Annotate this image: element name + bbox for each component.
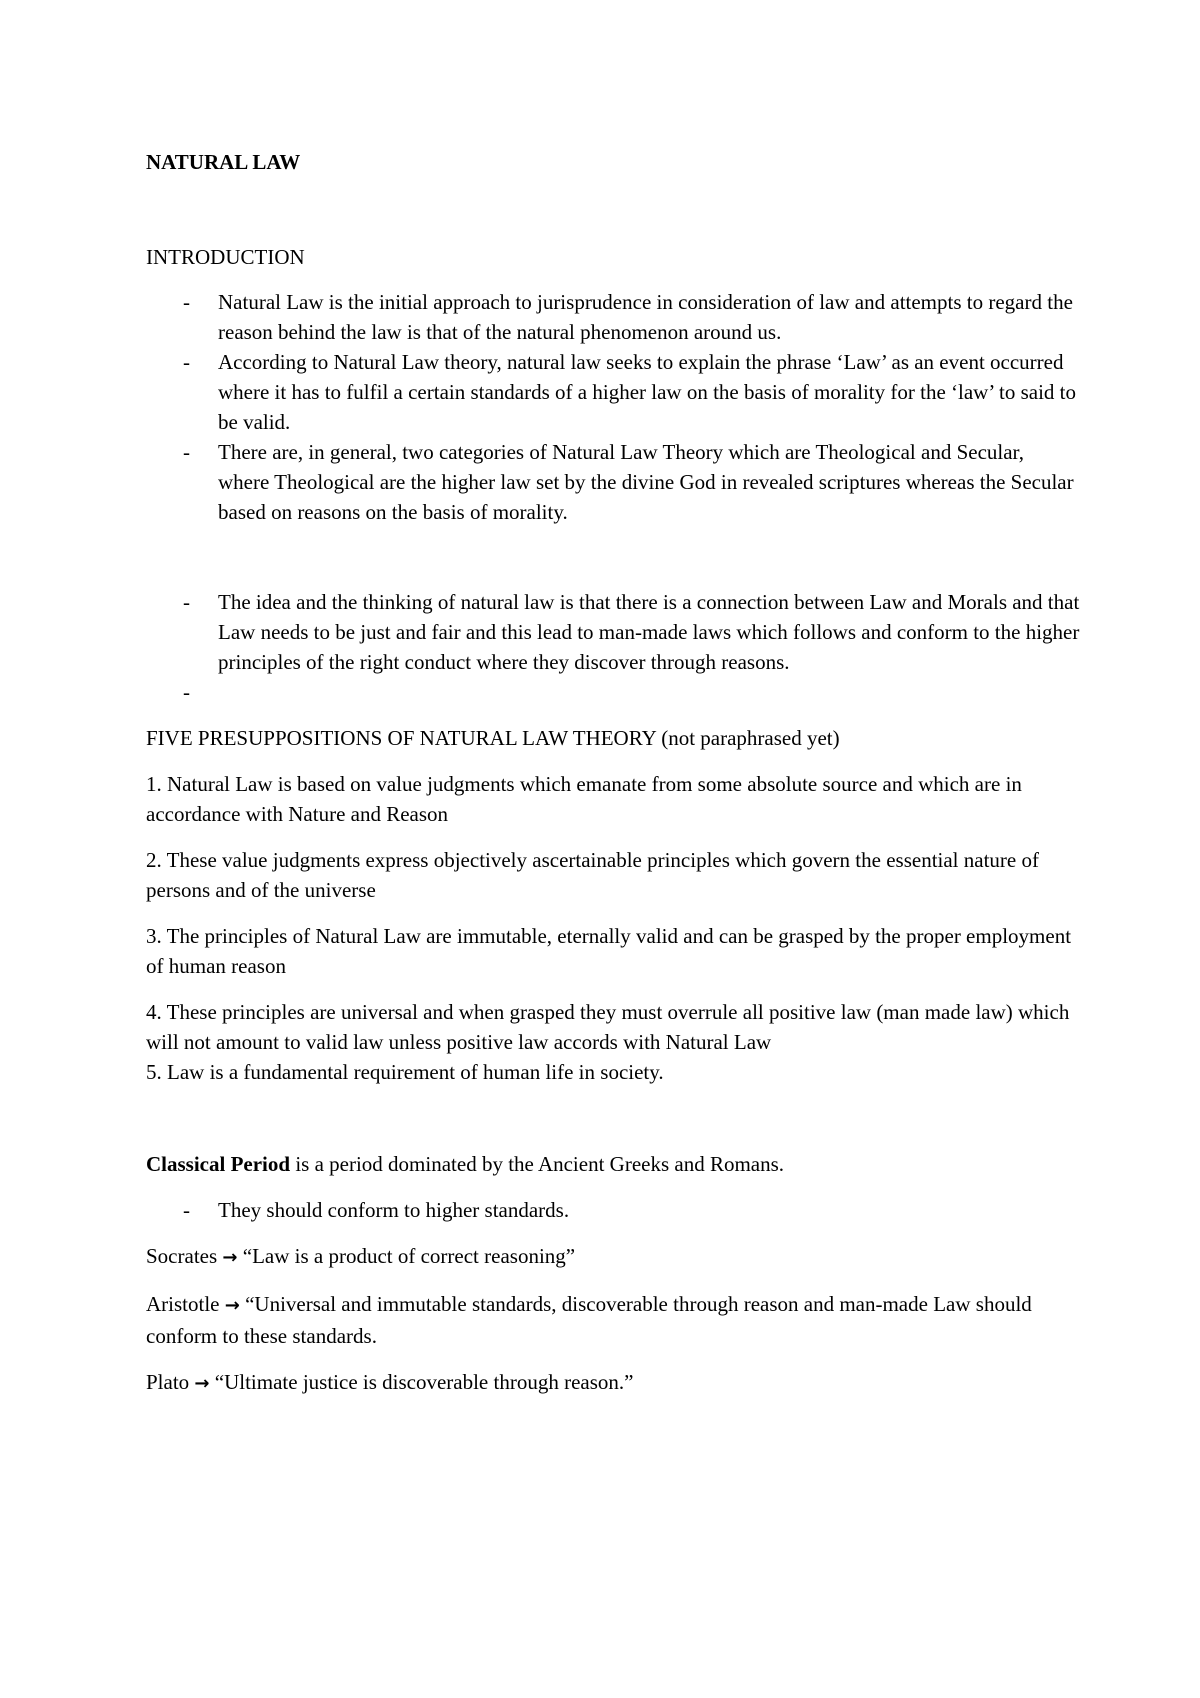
philosopher-name: Socrates xyxy=(146,1244,218,1268)
list-item xyxy=(146,587,1080,677)
quote-aristotle xyxy=(146,1289,1080,1351)
list-item xyxy=(146,1195,1080,1225)
list-item xyxy=(146,347,1080,437)
bullet-text: The idea and the thinking of natural law is that there is a connection between Law and Morals and that Law needs to be just and fair and this lead to man-made laws which follows and conform to the higher principles of the right conduct where they discover through reasons. xyxy=(218,590,1080,674)
document-title: NATURAL LAW xyxy=(146,150,301,174)
arrow-right-icon: → xyxy=(194,1373,210,1394)
bullet-dash: - xyxy=(183,350,190,374)
quote-plato xyxy=(146,1367,1080,1399)
presupposition-item: 3. The principles of Natural Law are immutable, eternally valid and can be grasped by the proper employment of human reason xyxy=(146,924,1072,978)
presuppositions-heading: FIVE PRESUPPOSITIONS OF NATURAL LAW THEORY (not paraphrased yet) xyxy=(146,726,840,750)
classical-period-term: Classical Period xyxy=(146,1152,291,1176)
classical-period-description: is a period dominated by the Ancient Greeks and Romans. xyxy=(290,1152,785,1176)
arrow-right-icon: → xyxy=(222,1247,238,1268)
philosopher-name: Plato xyxy=(146,1370,190,1394)
presupposition-item: 2. These value judgments express objectively ascertainable principles which govern the essential nature of persons and of the universe xyxy=(146,848,1039,902)
bullet-dash: - xyxy=(183,290,190,314)
quote-socrates xyxy=(146,1241,1080,1273)
philosopher-name: Aristotle xyxy=(146,1292,220,1316)
bullet-text: There are, in general, two categories of Natural Law Theory which are Theological and Secular, where Theological are the higher law set by the divine God in revealed scriptures whereas the Secular based on reasons on the basis of morality. xyxy=(218,440,1074,524)
classical-bullet-list xyxy=(146,1195,1080,1225)
list-item xyxy=(146,437,1080,527)
bullet-dash: - xyxy=(183,1198,190,1222)
introduction-heading: INTRODUCTION xyxy=(146,245,305,269)
bullet-text: Natural Law is the initial approach to jurisprudence in consideration of law and attempts to regard the reason behind the law is that of the natural phenomenon around us. xyxy=(218,290,1073,344)
list-item xyxy=(146,287,1080,347)
quote-text: “Law is a product of correct reasoning” xyxy=(242,1244,576,1268)
quote-text: “Ultimate justice is discoverable through reason.” xyxy=(214,1370,634,1394)
presuppositions-list xyxy=(146,769,1080,1087)
bullet-text xyxy=(218,680,223,704)
introduction-bullet-list xyxy=(146,287,1080,707)
classical-period-paragraph xyxy=(146,1149,1080,1179)
bullet-text: According to Natural Law theory, natural law seeks to explain the phrase ‘Law’ as an event occurred where it has to fulfil a certain standards of a higher law on the basis of morality for the ‘law’ to said to be valid. xyxy=(218,350,1077,434)
bullet-dash: - xyxy=(183,680,190,704)
presupposition-item: 5. Law is a fundamental requirement of human life in society. xyxy=(146,1060,664,1084)
arrow-right-icon: → xyxy=(224,1295,240,1316)
presupposition-item: 4. These principles are universal and when grasped they must overrule all positive law (man made law) which will not amount to valid law unless positive law accords with Natural Law xyxy=(146,1000,1070,1054)
bullet-dash: - xyxy=(183,590,190,614)
presupposition-item: 1. Natural Law is based on value judgments which emanate from some absolute source and which are in accordance with Nature and Reason xyxy=(146,772,1022,826)
quote-text: “Universal and immutable standards, discoverable through reason and man-made Law should conform to these standards. xyxy=(146,1292,1032,1348)
list-item xyxy=(146,677,1080,707)
bullet-text: They should conform to higher standards. xyxy=(218,1198,570,1222)
bullet-dash: - xyxy=(183,440,190,464)
